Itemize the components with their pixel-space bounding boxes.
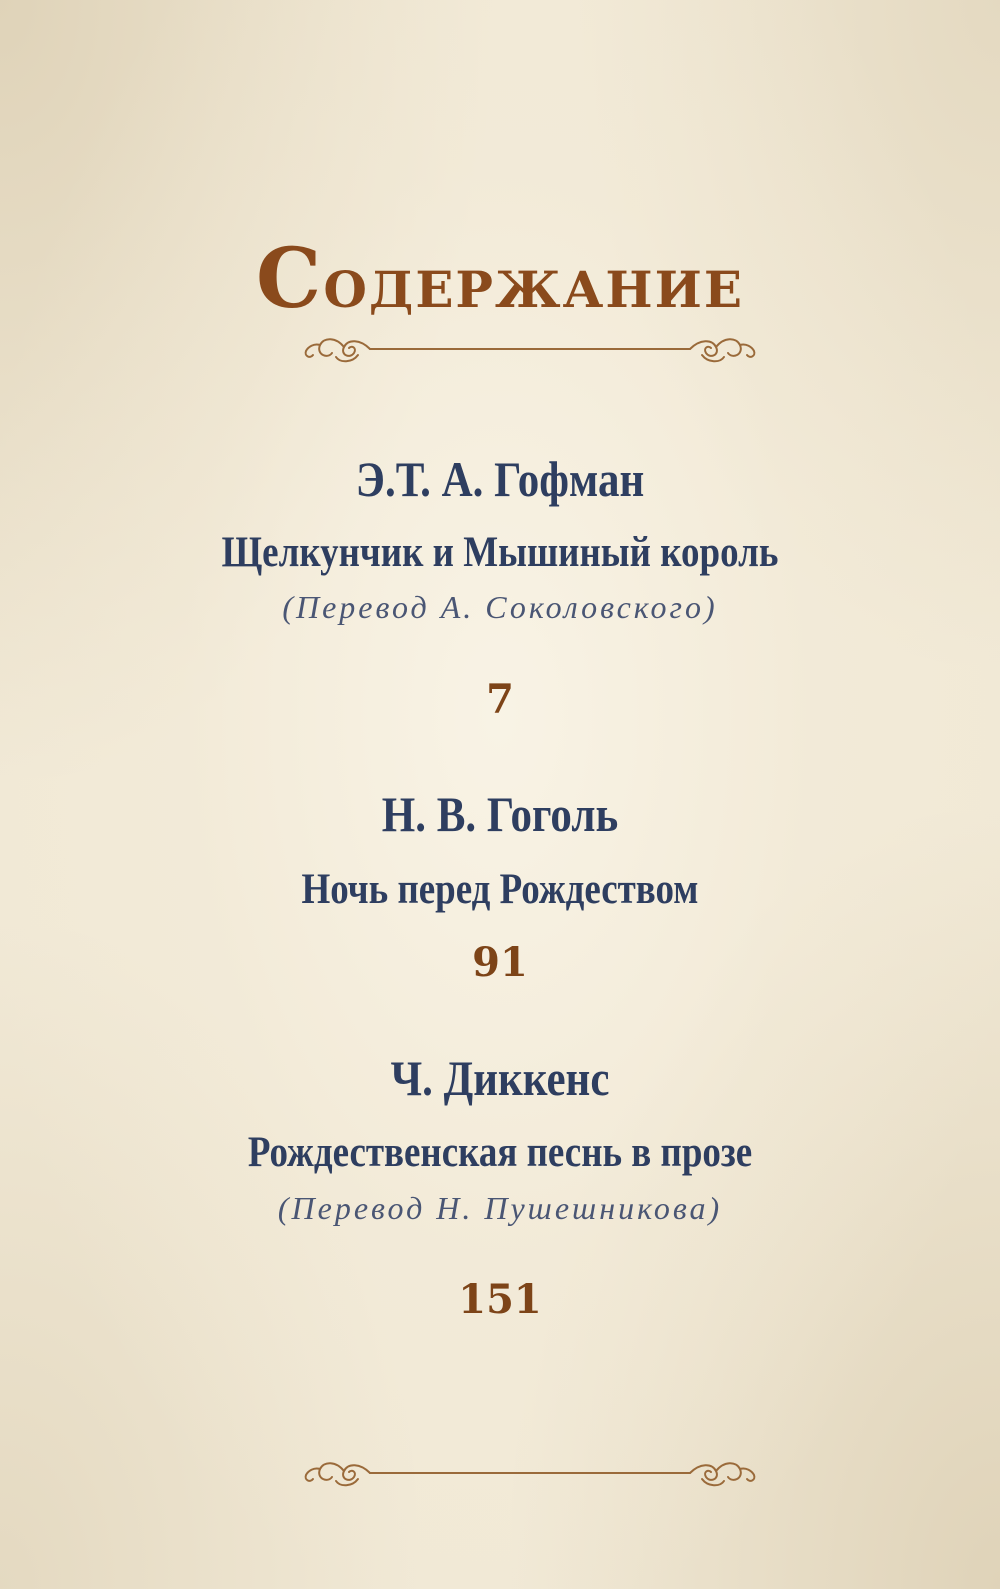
page-number: 151 [458,1276,542,1323]
toc-entry-author [0,1050,1000,1106]
flourish-divider-icon [300,329,760,369]
toc-entry-title [0,531,1000,574]
author-name: Н. В. Гоголь [381,786,619,842]
author-name: Ч. Диккенс [390,1050,610,1106]
work-title: Ночь перед Рождеством [301,866,699,913]
work-title: Щелкунчик и Мышиный король [221,529,779,576]
page-title [0,231,1000,327]
toc-entry-author [0,786,1000,842]
toc-entry-page [0,1276,1000,1323]
top-divider-ornament [300,329,760,369]
flourish-divider-icon [300,1453,760,1493]
toc-entry-title [0,868,1000,911]
toc-entry-translation [0,591,1000,623]
page-title-initial: С [256,231,324,327]
toc-entry-title [0,1131,1000,1174]
page-number: 7 [486,676,514,723]
toc-entry-translation [0,1192,1000,1224]
translator-note: (Перевод А. Соколовского) [282,589,718,625]
page-number: 91 [472,939,528,986]
work-title: Рождественская песнь в прозе [247,1129,753,1176]
page-title-rest: одержание [323,239,744,324]
toc-entry-page [0,939,1000,986]
bottom-divider-ornament [300,1453,760,1493]
translator-note: (Перевод Н. Пушешникова) [277,1190,723,1226]
toc-entry-page [0,676,1000,723]
author-name: Э.Т. А. Гофман [355,451,645,507]
toc-entry-author [0,451,1000,507]
